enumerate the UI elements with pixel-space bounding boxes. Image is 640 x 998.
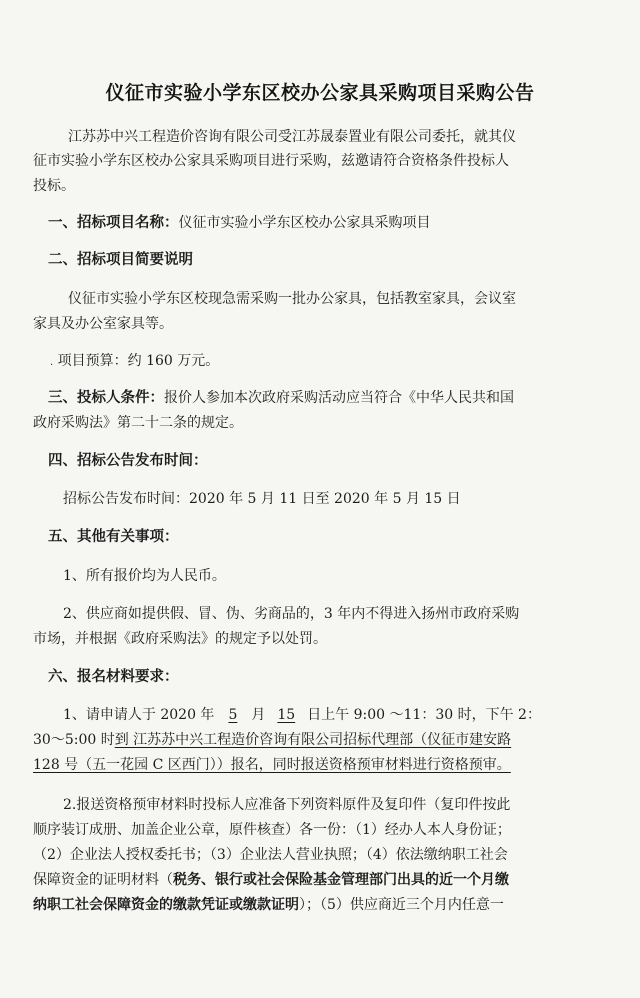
registration-location: 到 江苏苏中兴工程造价咨询有限公司招标代理部（仪征市建安路: [114, 732, 512, 748]
section-2-para-line-2: 家具及办公室家具等。: [33, 316, 173, 332]
section-6-heading: 六、报名材料要求：: [48, 669, 179, 685]
registration-day: 15: [277, 707, 296, 723]
materials-bold-1: 税务、银行或社会保险基金管理部门出具的近一个月缴: [173, 872, 509, 888]
intro-line-1: 江苏苏中兴工程造价咨询有限公司受江苏晟泰置业有限公司委托，就其仪: [68, 129, 516, 145]
materials-item-5: ）；（5）供应商近三个月内任意一: [299, 897, 504, 913]
materials-bold-2: 纳职工社会保障资金的缴款凭证或缴款证明: [33, 897, 299, 913]
section-4-heading: 四、招标公告发布时间：: [48, 453, 208, 469]
section-3: [48, 388, 514, 408]
section-5-item-2-line-2: 市场，并根据《政府采购法》的规定予以处罚。: [33, 631, 327, 647]
month-label: 月: [251, 707, 266, 723]
section-1-heading: 一、招标项目名称：: [48, 215, 179, 231]
section-6-item-2-line-1: 2.报送资格预审材料时投标人应准备下列资料原件及复印件（复印件按此: [63, 797, 511, 813]
section-6-item-1-line-1: [63, 705, 541, 725]
section-1: [48, 213, 431, 233]
materials-intro: 保障资金的证明材料（: [33, 872, 173, 888]
registration-time-end: 30～5:00 时: [33, 732, 115, 748]
project-budget: . 项目预算：约 160 万元。: [50, 353, 220, 369]
section-5-item-1: 1、所有报价均为人民币。: [63, 568, 226, 584]
section-6-item-2-line-4: [33, 870, 509, 890]
section-6-item-2-line-3: （2）企业法人授权委托书；（3）企业法人营业执照；（4）依法缴纳职工社会: [33, 847, 508, 863]
section-3-text-1: 报价人参加本次政府采购活动应当符合《中华人民共和国: [164, 390, 514, 406]
registration-month: 5: [228, 707, 238, 723]
registration-time: 日上午 9:00 ～11：30 时，下午 2：: [307, 707, 541, 723]
section-2-para-line-1: 仪征市实验小学东区校现急需采购一批办公家具，包括教室家具，会议室: [68, 291, 516, 307]
section-5-heading: 五、其他有关事项：: [48, 529, 179, 545]
section-2-heading: 二、招标项目简要说明: [48, 252, 193, 268]
page-title: 仪征市实验小学东区校办公家具采购项目采购公告: [105, 82, 535, 104]
section-6-item-2-line-2: 顺序装订成册、加盖企业公章，原件核查）各一份：（1）经办人本人身份证；: [33, 822, 511, 838]
section-3-heading: 三、投标人条件：: [48, 390, 164, 406]
section-1-text: 仪征市实验小学东区校办公家具采购项目: [178, 215, 431, 231]
registration-date-prefix: 1、请申请人于 2020 年: [63, 707, 215, 723]
project-budget-text: 项目预算：约 160 万元。: [57, 353, 220, 369]
intro-line-3: 投标。: [33, 178, 75, 194]
section-5-item-2-line-1: 2、供应商如提供假、冒、伪、劣商品的，3 年内不得进入扬州市政府采购: [63, 606, 520, 622]
section-4-text: 招标公告发布时间：2020 年 5 月 11 日至 2020 年 5 月 15 日: [63, 491, 461, 507]
section-3-text-2: 政府采购法》第二十二条的规定。: [33, 415, 243, 431]
intro-line-2: 征市实验小学东区校办公家具采购项目进行采购，兹邀请符合资格条件投标人: [33, 153, 509, 169]
section-6-item-2-line-5: [33, 895, 504, 915]
section-6-item-1-line-3: 128 号（五一花园 C 区西门））报名，同时报送资格预审材料进行资格预审。: [33, 757, 511, 773]
section-6-item-1-line-2: [33, 730, 511, 750]
